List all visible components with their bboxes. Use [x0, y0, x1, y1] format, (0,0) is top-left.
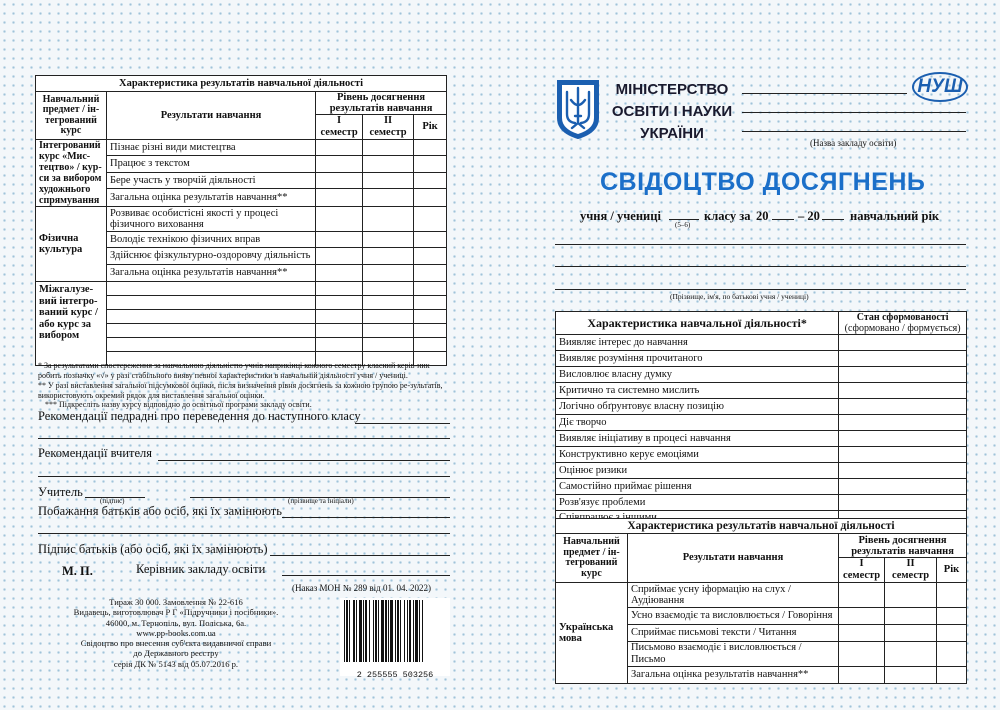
left-subject-elective: Міжгалузе-вий інтегро-ваний курс / або курс за вибором	[36, 282, 107, 366]
signature-caption: (підпис)	[100, 497, 125, 505]
barcode-bar	[356, 600, 357, 662]
order-ref: (Наказ МОН № 289 від 01. 04. 2022)	[292, 583, 431, 593]
rec-transfer-line-2[interactable]	[38, 438, 450, 439]
char-row: Висловлює власну думку	[556, 367, 839, 383]
grade-cell[interactable]	[414, 310, 447, 324]
left-col-subject: Навчальний предмет / ін-тегрований курс	[36, 92, 107, 140]
imprint-line: серія ДК № 5143 від 05.07.2016 р.	[113, 658, 239, 669]
grade-cell[interactable]	[885, 583, 937, 608]
barcode-bar	[353, 600, 355, 662]
grade-cell[interactable]	[885, 667, 937, 684]
subject-ukrainian: Українська мова	[556, 583, 628, 684]
state-cell[interactable]	[839, 351, 967, 367]
lang-result-cell: Сприймає письмові тексти / Читання	[627, 625, 838, 642]
state-sub: (сформовано / формується)	[844, 323, 961, 334]
parents-wishes-line[interactable]	[282, 517, 450, 518]
grade-cell[interactable]	[316, 338, 363, 352]
grade-cell[interactable]	[414, 172, 447, 188]
head-signature-line[interactable]	[282, 575, 450, 576]
nush-logo: НУШ	[912, 72, 968, 102]
document-title: СВІДОЦТВО ДОСЯГНЕНЬ	[600, 168, 926, 196]
ministry-line: ОСВІТИ І НАУКИ	[611, 103, 733, 120]
rec-teacher-line[interactable]	[158, 460, 450, 461]
barcode-bar	[409, 600, 411, 662]
ministry-name	[598, 79, 746, 145]
rec-transfer-label: Рекомендації педрадні про переведення до наступного класу	[38, 409, 361, 423]
barcode-bar	[349, 600, 350, 662]
lang-result-cell: Усно взаємодіє та висловлюється / Говоріння	[627, 608, 838, 625]
barcode-bar	[400, 600, 401, 662]
teacher-label: Учитель	[38, 485, 83, 499]
char-row: Виявляє ініціативу в процесі навчання	[556, 431, 839, 447]
year-prefix-1: 20	[756, 209, 769, 223]
left-result-cell[interactable]	[106, 338, 315, 352]
grade-line[interactable]	[669, 219, 699, 220]
res-title: Характеристика результатів навчальної діяльності	[556, 519, 967, 534]
name-caption: (прізвище та ініціали)	[288, 497, 354, 505]
stamp-placeholder: М. П.	[62, 564, 93, 578]
imprint	[40, 597, 312, 669]
barcode-bar	[422, 600, 423, 662]
left-result-cell: Бере участь у творчій діяльності	[106, 172, 315, 188]
char-row: Виявляє інтерес до навчання	[556, 335, 839, 351]
char-row: Розв'язує проблеми	[556, 495, 839, 511]
state-cell[interactable]	[839, 335, 967, 351]
grade-cell[interactable]	[363, 296, 414, 310]
ministry-line: УКРАЇНИ	[640, 125, 704, 142]
lang-result-cell: Письмово взаємодіє і висловлюється / Письмо	[627, 642, 838, 667]
char-title: Характеристика навчальної діяльності*	[556, 312, 839, 335]
left-result-cell: Загальна оцінка результатів навчання**	[106, 189, 315, 207]
grade-cell[interactable]	[316, 232, 363, 248]
school-caption: (Назва закладу освіти)	[810, 138, 897, 148]
barcode-bar	[359, 600, 362, 662]
grade-cell[interactable]	[316, 248, 363, 265]
barcode-bar	[419, 600, 420, 662]
state-cell[interactable]	[839, 495, 967, 511]
grade-hint: (5–6)	[675, 221, 691, 229]
grade-cell[interactable]	[839, 625, 885, 642]
barcode-bar	[363, 600, 364, 662]
pupil-name-line[interactable]	[555, 289, 966, 290]
grade-cell[interactable]	[363, 248, 414, 265]
parents-wishes-line-2[interactable]	[38, 533, 450, 534]
char-row: Критично та системно мислить	[556, 383, 839, 399]
barcode-bar	[397, 600, 399, 662]
char-row: Виявляє розуміння прочитаного	[556, 351, 839, 367]
left-col-sem2: ІІ семестр	[363, 115, 414, 140]
grade-cell[interactable]	[414, 338, 447, 352]
year-line-2[interactable]	[822, 219, 844, 220]
pupil-name-line[interactable]	[555, 244, 966, 245]
barcode-bar	[395, 600, 396, 662]
grade-cell[interactable]	[316, 172, 363, 188]
grade-cell[interactable]	[885, 642, 937, 667]
barcode-bar	[369, 600, 370, 662]
year-line-1[interactable]	[772, 219, 794, 220]
school-name-line[interactable]	[742, 112, 966, 113]
head-label: Керівник закладу освіти	[136, 562, 266, 576]
char-row: Конструктивно керує емоціями	[556, 447, 839, 463]
barcode-number: 2 255555 503256	[356, 670, 434, 680]
grade-cell[interactable]	[316, 156, 363, 172]
pupil-name-caption: (Прізвище, ім'я, по батькові учня / учениці)	[670, 292, 809, 301]
imprint-line: до Державного реєстру	[133, 648, 219, 659]
right-col-level: Рівень досягнення результатів навчання	[839, 534, 967, 558]
right-activity-table	[555, 311, 967, 526]
class-label: класу за	[704, 209, 751, 223]
grade-cell[interactable]	[363, 265, 414, 282]
grade-cell[interactable]	[937, 583, 967, 608]
lang-result-cell: Загальна оцінка результатів навчання**	[627, 667, 838, 684]
parents-sign-line[interactable]	[270, 555, 450, 556]
barcode-bar	[373, 600, 374, 662]
parents-wishes-label: Побажання батьків або осіб, які їх замінюють	[38, 504, 282, 518]
left-subject-pe: Фізична культура	[36, 207, 107, 282]
grade-cell[interactable]	[363, 140, 414, 156]
imprint-line: Видавець, виготовлювач Р Г «Підручники і посібники».	[73, 607, 279, 618]
grade-cell[interactable]	[885, 608, 937, 625]
right-col-subject: Навчальний предмет / ін-тегрований курс	[556, 534, 628, 583]
footnote-1: * За результатами спостереження за навчальною діяльністю учнів наприкінці кожного семестру класний керів-ник робить позначку «√» у разі стабільного вияву певної характеристики в навчальній діяльності учня / учениці.	[38, 361, 430, 380]
left-col-results: Результати навчання	[106, 92, 315, 140]
state-title: Стан сформованості	[856, 312, 949, 323]
grade-cell[interactable]	[839, 608, 885, 625]
grade-cell[interactable]	[414, 296, 447, 310]
right-col-sem2: ІІ семестр	[885, 558, 937, 583]
grade-cell[interactable]	[363, 172, 414, 188]
right-col-results: Результати навчання	[627, 534, 838, 583]
char-row: Оцінює ризики	[556, 463, 839, 479]
barcode-bar	[404, 600, 405, 662]
right-col-sem1: І семестр	[839, 558, 885, 583]
rec-teacher-line-2[interactable]	[38, 476, 450, 477]
grade-cell[interactable]	[363, 156, 414, 172]
imprint-line: Свідоцтво про внесення суб'єкта видавничої справи	[80, 638, 272, 649]
barcode-bars	[340, 598, 450, 664]
barcode-bar	[407, 600, 408, 662]
char-row: Самостійно приймає рішення	[556, 479, 839, 495]
school-name-line[interactable]	[742, 93, 907, 94]
left-subject-art: Інтегрований курс «Мис-тецтво» / кур-си за вибором художнього спрямування	[36, 140, 107, 207]
ministry-line: МІНІСТЕРСТВО	[615, 81, 729, 98]
left-results-table	[35, 75, 447, 366]
left-result-cell[interactable]	[106, 296, 315, 310]
grade-cell[interactable]	[363, 338, 414, 352]
pupil-name-line[interactable]	[555, 266, 966, 267]
state-header	[839, 312, 967, 335]
barcode-bar	[344, 600, 345, 662]
left-result-cell: Розвиває особистісні якості у процесі фізичного виховання	[106, 207, 315, 232]
barcode-bar	[385, 600, 387, 662]
char-row: Діє творчо	[556, 415, 839, 431]
char-row: Логічно обґрунтовує власну позицію	[556, 399, 839, 415]
left-result-cell: Здійснює фізкультурно-оздоровчу діяльність	[106, 248, 315, 265]
left-result-cell[interactable]	[106, 310, 315, 324]
grade-cell[interactable]	[414, 324, 447, 338]
imprint-line: Тираж 30 000. Замовлення № 22-616	[109, 597, 243, 607]
state-cell[interactable]	[839, 463, 967, 479]
rec-teacher-label: Рекомендації вчителя	[38, 446, 153, 460]
rec-transfer-line[interactable]	[355, 423, 450, 424]
grade-cell[interactable]	[363, 282, 414, 296]
grade-cell[interactable]	[316, 324, 363, 338]
grade-cell[interactable]	[414, 232, 447, 248]
left-col-sem1: І семестр	[316, 115, 363, 140]
grade-cell[interactable]	[937, 642, 967, 667]
year-prefix-2: – 20	[798, 209, 820, 223]
grade-cell[interactable]	[316, 265, 363, 282]
barcode-bar	[375, 600, 377, 662]
left-result-cell: Працює з текстом	[106, 156, 315, 172]
coat-of-arms-icon	[555, 78, 601, 140]
grade-cell[interactable]	[316, 310, 363, 324]
grade-cell[interactable]	[937, 625, 967, 642]
grade-cell[interactable]	[363, 310, 414, 324]
state-cell[interactable]	[839, 415, 967, 431]
left-table-title: Характеристика результатів навчальної діяльності	[36, 76, 447, 92]
barcode	[340, 598, 450, 680]
school-year-label: навчальний рік	[850, 209, 940, 223]
grade-cell[interactable]	[363, 207, 414, 232]
grade-cell[interactable]	[414, 156, 447, 172]
state-cell[interactable]	[839, 431, 967, 447]
barcode-bar	[381, 600, 384, 662]
grade-cell[interactable]	[414, 265, 447, 282]
state-cell[interactable]	[839, 383, 967, 399]
barcode-bar	[388, 600, 389, 662]
barcode-bar	[390, 600, 393, 662]
footnote-3: *** Підкресліть назву курсу відповідно до освітньої програми закладу освіти.	[45, 400, 312, 409]
grade-cell[interactable]	[839, 583, 885, 608]
barcode-bar	[365, 600, 367, 662]
grade-cell[interactable]	[414, 140, 447, 156]
left-result-cell: Пізнає різні види мистецтва	[106, 140, 315, 156]
barcode-bar	[346, 600, 348, 662]
left-result-cell[interactable]	[106, 324, 315, 338]
left-result-cell: Володіє технікою фізичних вправ	[106, 232, 315, 248]
barcode-bar	[413, 600, 414, 662]
grade-cell[interactable]	[316, 140, 363, 156]
grade-cell[interactable]	[414, 248, 447, 265]
grade-cell[interactable]	[937, 608, 967, 625]
lang-result-cell: Сприймає усну іформацію на слух / Аудіювання	[627, 583, 838, 608]
grade-cell[interactable]	[885, 625, 937, 642]
right-results-table	[555, 518, 967, 684]
barcode-bar	[415, 600, 418, 662]
imprint-line: 46000, м. Тернопіль, вул. Поліська, 6а.	[105, 617, 247, 628]
left-col-year: Рік	[414, 115, 447, 140]
school-name-line[interactable]	[742, 131, 966, 132]
state-cell[interactable]	[839, 399, 967, 415]
grade-cell[interactable]	[316, 189, 363, 207]
grade-cell[interactable]	[363, 324, 414, 338]
parents-sign-label: Підпис батьків (або осіб, які їх замінюють)	[38, 542, 268, 556]
grade-cell[interactable]	[363, 189, 414, 207]
barcode-bar	[378, 600, 379, 662]
left-col-level: Рівень досягнення результатів навчання	[316, 92, 447, 115]
footnote-2: ** У разі виставлення загальної підсумкової оцінки, після визначення рівня досягнень за кожною групою ре-зультатів, використовують окремий рядок для виставлення загальної оцінки.	[38, 381, 443, 400]
grade-cell[interactable]	[414, 189, 447, 207]
state-cell[interactable]	[839, 479, 967, 495]
state-cell[interactable]	[839, 367, 967, 383]
right-col-year: Рік	[937, 558, 967, 583]
left-result-cell: Загальна оцінка результатів навчання**	[106, 265, 315, 282]
grade-cell[interactable]	[839, 667, 885, 684]
grade-cell[interactable]	[414, 207, 447, 232]
grade-cell[interactable]	[363, 232, 414, 248]
pupil-label: учня / учениці	[580, 209, 661, 223]
grade-cell[interactable]	[316, 207, 363, 232]
grade-cell[interactable]	[316, 282, 363, 296]
state-cell[interactable]	[839, 447, 967, 463]
grade-cell[interactable]	[937, 667, 967, 684]
grade-cell[interactable]	[316, 296, 363, 310]
left-result-cell[interactable]	[106, 282, 315, 296]
imprint-line: www.pp-books.com.ua	[136, 627, 216, 638]
grade-cell[interactable]	[839, 642, 885, 667]
grade-cell[interactable]	[414, 282, 447, 296]
right-page	[500, 0, 1000, 710]
